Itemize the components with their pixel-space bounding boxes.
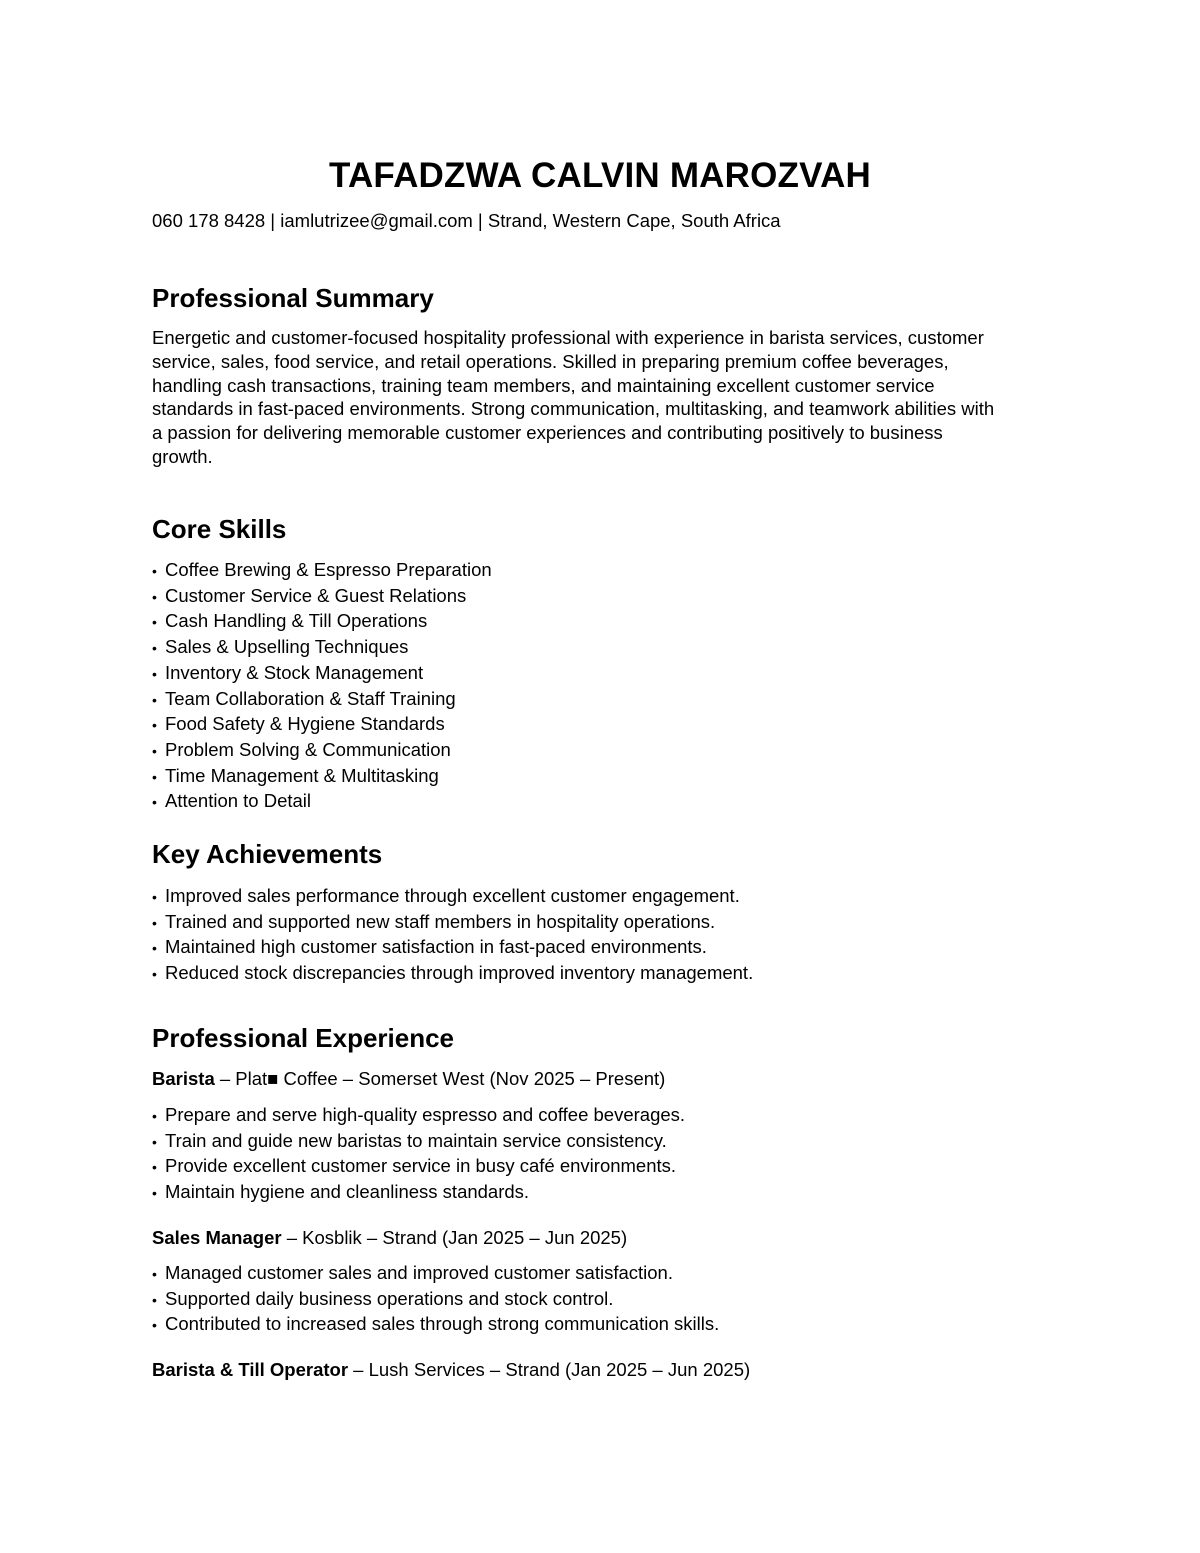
- achievements-heading: Key Achievements: [152, 839, 383, 869]
- skills-heading: Core Skills: [152, 514, 287, 544]
- job-details: – Lush Services – Strand (Jan 2025 – Jun 2025): [348, 1359, 751, 1380]
- job-bullet: • Managed customer sales and improved customer satisfaction.: [152, 1261, 719, 1287]
- job-details: – Kosblik – Strand (Jan 2025 – Jun 2025): [281, 1227, 628, 1248]
- experience-heading: Professional Experience: [152, 1023, 455, 1053]
- achievement-item: • Improved sales performance through excellent customer engagement.: [152, 884, 753, 910]
- job-title: Barista: [152, 1068, 215, 1089]
- job-bullet: • Provide excellent customer service in busy café environments.: [152, 1154, 685, 1180]
- job-details: – Plat■ Coffee – Somerset West (Nov 2025 – Present): [214, 1068, 666, 1089]
- skill-item: • Attention to Detail: [152, 789, 492, 815]
- summary-line: handling cash transactions, training team members, and maintaining excellent customer service: [152, 374, 935, 396]
- candidate-name: TAFADZWA CALVIN MAROZVAH: [328, 156, 872, 195]
- summary-line: growth.: [152, 445, 213, 467]
- achievement-item: • Reduced stock discrepancies through improved inventory management.: [152, 961, 753, 987]
- job-bullet: • Maintain hygiene and cleanliness standards.: [152, 1180, 685, 1206]
- job-bullet: • Contributed to increased sales through strong communication skills.: [152, 1312, 719, 1338]
- skill-item: • Coffee Brewing & Espresso Preparation: [152, 558, 492, 584]
- contact-line: 060 178 8428 | iamlutrizee@gmail.com | Strand, Western Cape, South Africa: [152, 210, 781, 231]
- skill-item: • Inventory & Stock Management: [152, 661, 492, 687]
- job-title-line: [152, 1357, 750, 1383]
- summary-line: service, sales, food service, and retail operations. Skilled in preparing premium coffee beverages,: [152, 350, 949, 372]
- job-bullet: • Train and guide new baristas to maintain service consistency.: [152, 1129, 685, 1155]
- summary-line: Energetic and customer-focused hospitality professional with experience in barista services, customer: [152, 327, 984, 348]
- achievement-item: • Maintained high customer satisfaction in fast-paced environments.: [152, 935, 753, 961]
- skills-list: [152, 558, 492, 815]
- job-bullets: [152, 1261, 719, 1338]
- job-title: Barista & Till Operator: [152, 1359, 349, 1380]
- summary-line: standards in fast-paced environments. Strong communication, multitasking, and teamwork abilities with: [152, 398, 995, 420]
- job-bullet: • Supported daily business operations and stock control.: [152, 1287, 719, 1313]
- skill-item: • Team Collaboration & Staff Training: [152, 687, 492, 713]
- achievements-list: [152, 884, 753, 987]
- skill-item: • Time Management & Multitasking: [152, 764, 492, 790]
- job-bullet: • Prepare and serve high-quality espresso and coffee beverages.: [152, 1103, 685, 1129]
- skill-item: • Cash Handling & Till Operations: [152, 609, 492, 635]
- summary-text: [152, 326, 994, 469]
- job-bullets: [152, 1103, 685, 1206]
- summary-heading: Professional Summary: [152, 283, 434, 313]
- achievement-item: • Trained and supported new staff members in hospitality operations.: [152, 910, 753, 936]
- skill-item: • Customer Service & Guest Relations: [152, 584, 492, 610]
- summary-line: a passion for delivering memorable customer experiences and contributing positively to business: [152, 422, 943, 444]
- skill-item: • Sales & Upselling Techniques: [152, 635, 492, 661]
- skill-item: • Food Safety & Hygiene Standards: [152, 712, 492, 738]
- skill-item: • Problem Solving & Communication: [152, 738, 492, 764]
- job-title: Sales Manager: [152, 1227, 282, 1248]
- job-title-line: [152, 1066, 665, 1092]
- job-title-line: [152, 1225, 627, 1251]
